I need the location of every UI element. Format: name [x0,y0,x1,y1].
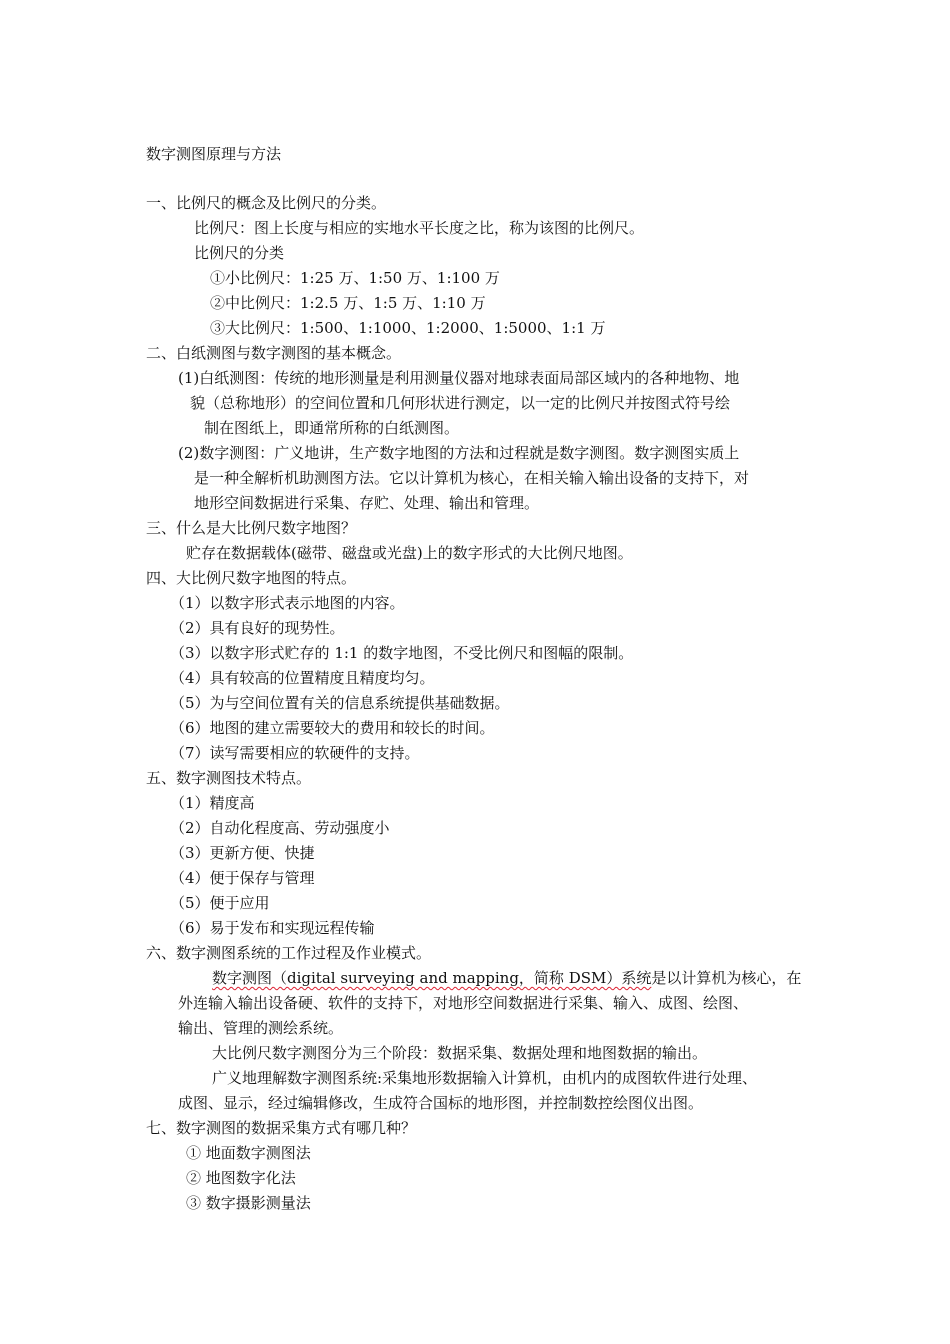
list-item: （3）更新方便、快捷 [170,844,315,862]
list-item: （2）具有良好的现势性。 [170,619,345,637]
text-line: 地形空间数据进行采集、存贮、处理、输出和管理。 [194,494,540,512]
list-item: （4）具有较高的位置精度且精度均匀。 [170,669,435,687]
list-item: （4）便于保存与管理 [170,869,315,887]
text-line: 大比例尺数字测图分为三个阶段：数据采集、数据处理和地图数据的输出。 [212,1044,708,1062]
list-item: ①小比例尺：1:25 万、1:50 万、1:100 万 [210,269,500,287]
list-item: （2）自动化程度高、劳动强度小 [170,819,390,837]
text-line: (1)白纸测图：传统的地形测量是利用测量仪器对地球表面局部区域内的各种地物、地 [178,369,740,387]
list-item: （1）精度高 [170,794,255,812]
section-heading-2: 二、白纸测图与数字测图的基本概念。 [146,344,402,362]
list-item: （5）便于应用 [170,894,270,912]
text-line: 广义地理解数字测图系统:采集地形数据输入计算机，由机内的成图软件进行处理、 [212,1069,758,1087]
list-item: （3）以数字形式贮存的 1:1 的数字地图，不受比例尺和图幅的限制。 [170,644,634,662]
text-line: 输出、管理的测绘系统。 [178,1019,344,1037]
text-span: 是以计算机为核心，在 [651,969,802,987]
list-item: ③ 数字摄影测量法 [186,1194,311,1212]
section-heading-7: 七、数字测图的数据采集方式有哪几种？ [146,1119,417,1137]
text-line: 成图、显示，经过编辑修改，生成符合国标的地形图，并控制数控绘图仪出图。 [178,1094,704,1112]
spellcheck-underlined-text: 数字测图（digital surveying and mapping，简称 DSM）系统 [212,969,652,987]
list-item: （7）读写需要相应的软硬件的支持。 [170,744,420,762]
section-heading-4: 四、大比例尺数字地图的特点。 [146,569,357,587]
list-item: （6）地图的建立需要较大的费用和较长的时间。 [170,719,495,737]
section-heading-6: 六、数字测图系统的工作过程及作业模式。 [146,944,432,962]
list-item: ① 地面数字测图法 [186,1144,311,1162]
list-item: ② 地图数字化法 [186,1169,296,1187]
text-line: 外连输入输出设备硬、软件的支持下，对地形空间数据进行采集、输入、成图、绘图、 [178,994,749,1012]
list-item: （1）以数字形式表示地图的内容。 [170,594,405,612]
text-line [212,968,801,988]
text-line: 比例尺的分类 [194,244,285,262]
list-item: ③大比例尺：1:500、1:1000、1:2000、1:5000、1:1 万 [210,319,606,337]
text-line: 比例尺：图上长度与相应的实地水平长度之比，称为该图的比例尺。 [194,219,645,237]
list-item: ②中比例尺：1:2.5 万、1:5 万、1:10 万 [210,294,486,312]
text-line: 貌（总称地形）的空间位置和几何形状进行测定，以一定的比例尺并按图式符号绘 [190,394,731,412]
section-heading-3: 三、什么是大比例尺数字地图？ [146,519,357,537]
list-item: （6）易于发布和实现远程传输 [170,919,375,937]
text-line: (2)数字测图：广义地讲，生产数字地图的方法和过程就是数字测图。数字测图实质上 [178,444,740,462]
text-line: 制在图纸上，即通常所称的白纸测图。 [204,419,460,437]
section-heading-5: 五、数字测图技术特点。 [146,769,312,787]
section-heading-1: 一、比例尺的概念及比例尺的分类。 [146,194,387,212]
document-title: 数字测图原理与方法 [146,145,282,163]
text-line: 是一种全解析机助测图方法。它以计算机为核心，在相关输入输出设备的支持下，对 [194,469,750,487]
text-line: 贮存在数据载体(磁带、磁盘或光盘)上的数字形式的大比例尺地图。 [186,544,633,562]
list-item: （5）为与空间位置有关的信息系统提供基础数据。 [170,694,510,712]
